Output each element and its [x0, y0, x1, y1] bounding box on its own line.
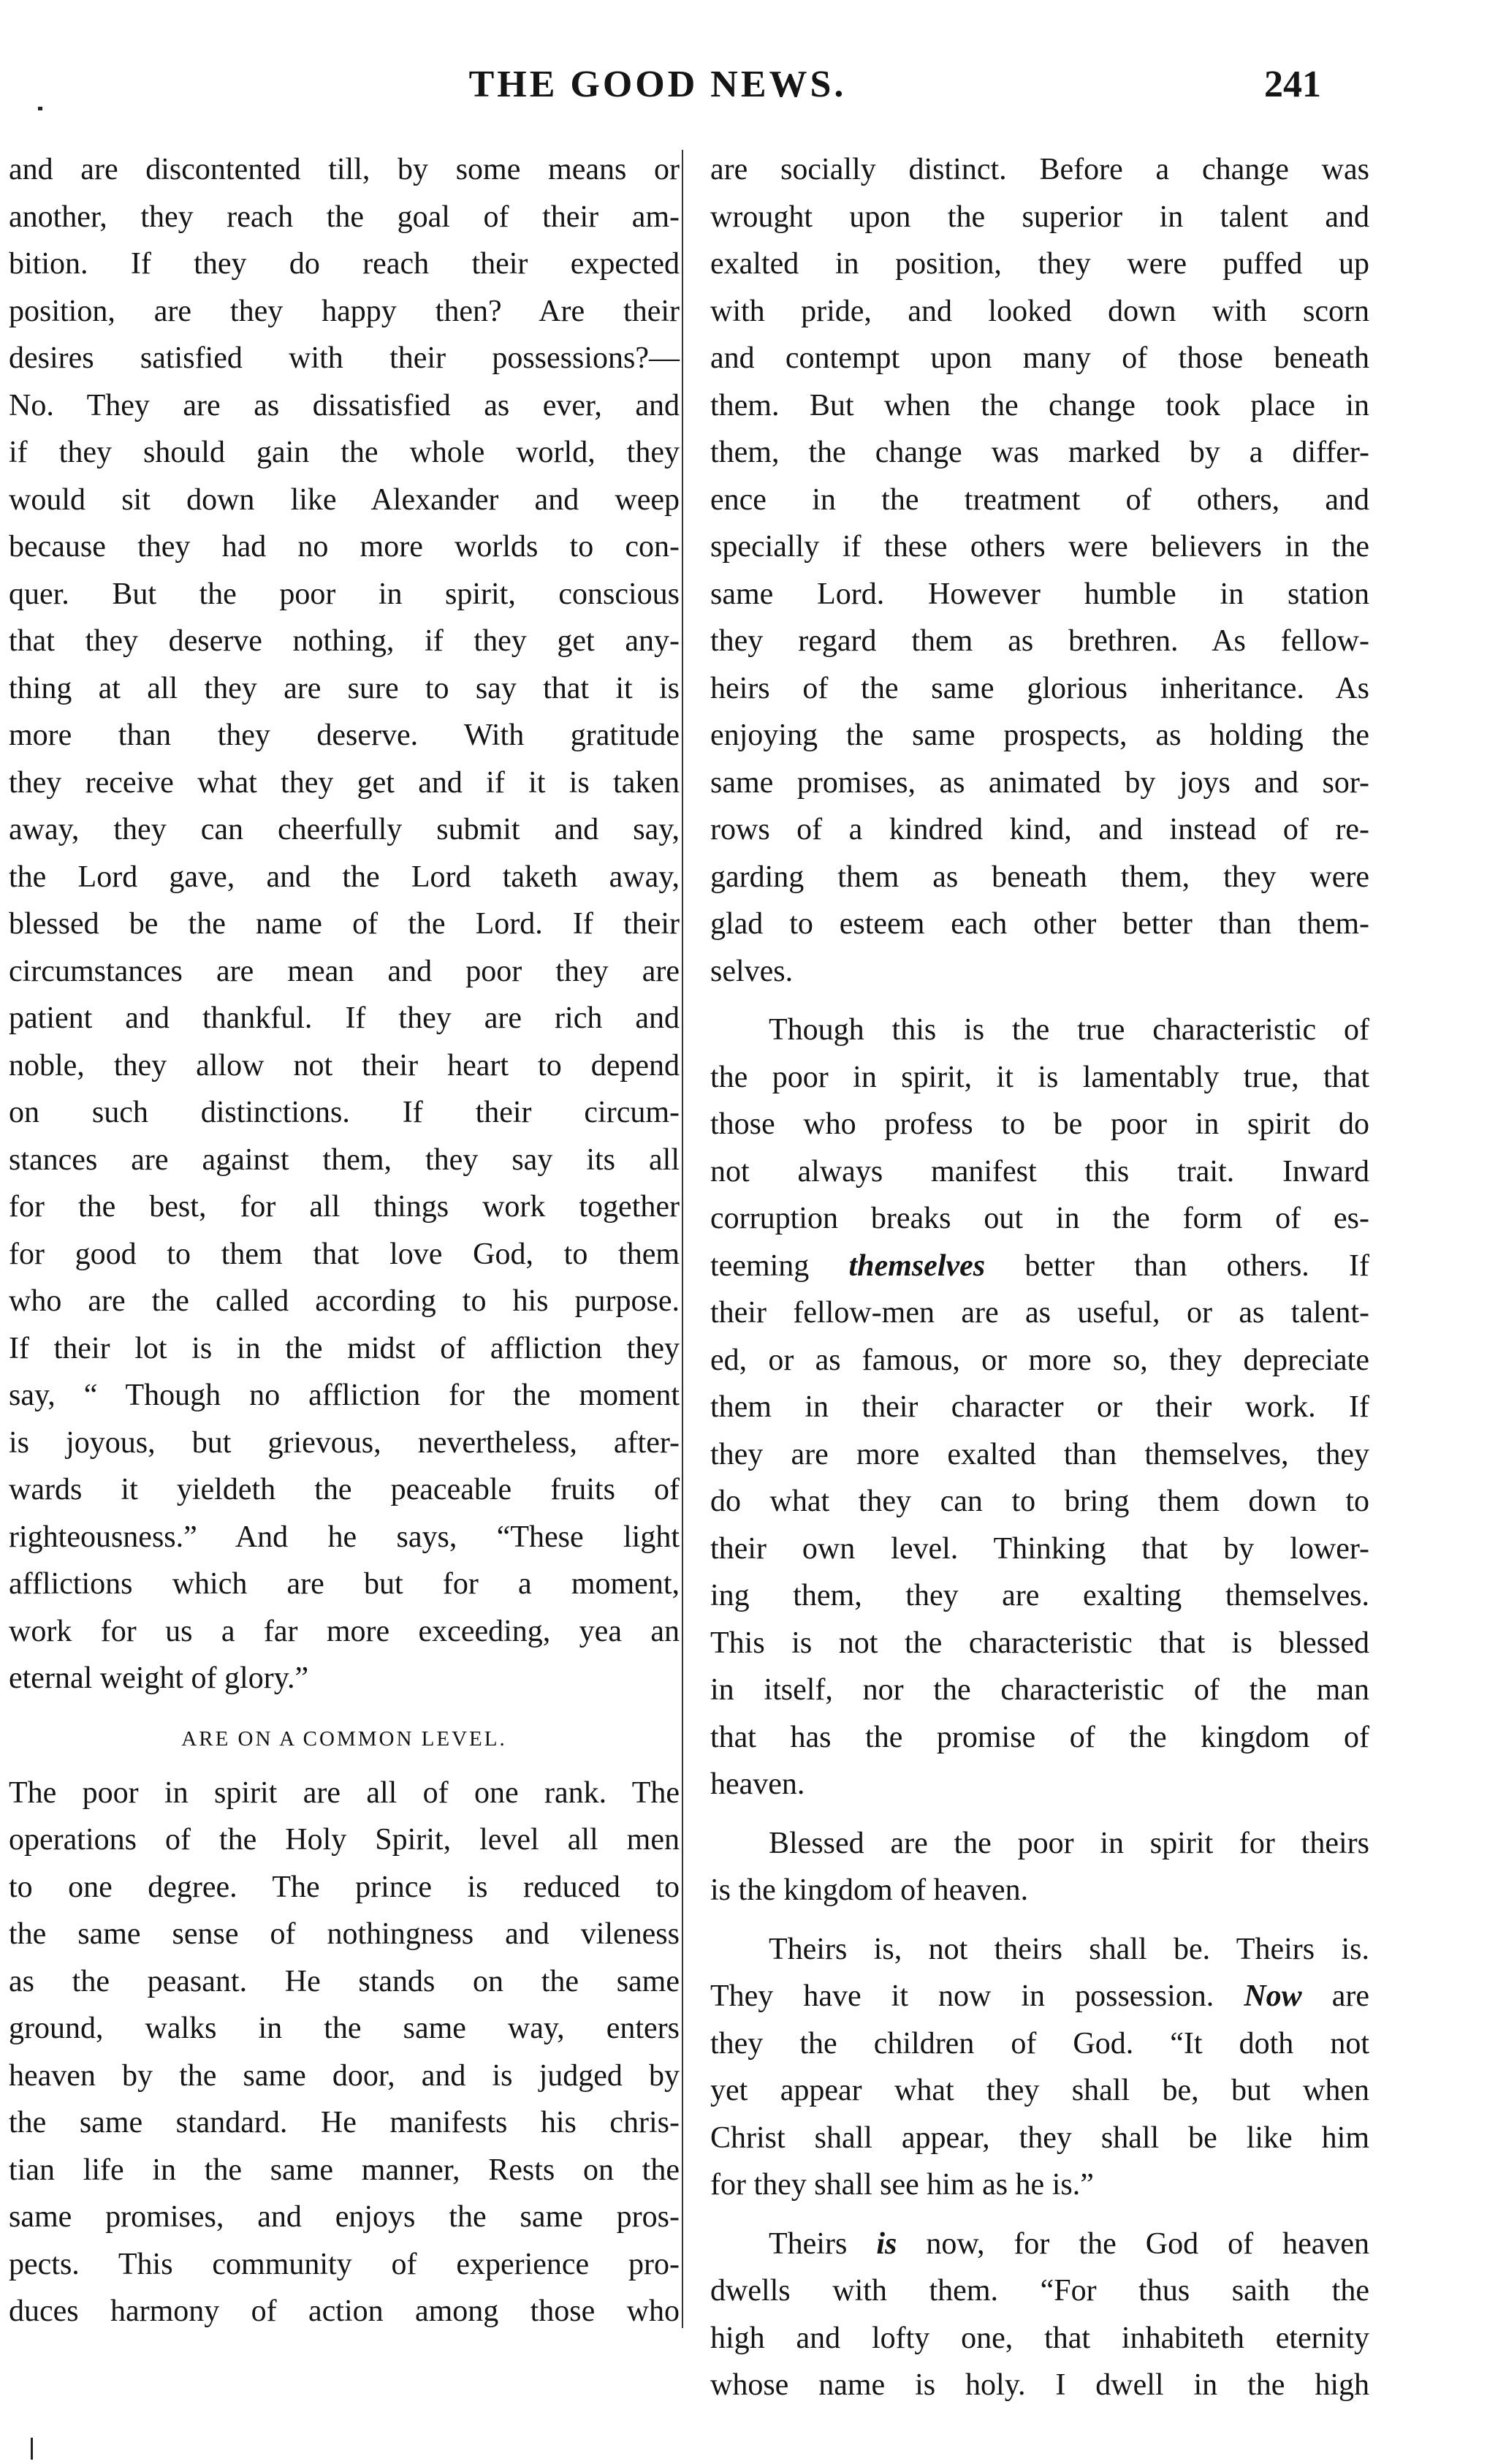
text-line: say, “ Though no affliction for the moment [9, 1379, 680, 1412]
text-line: them in their character or their work. If [710, 1390, 1369, 1424]
running-title: THE GOOD NEWS. [468, 64, 847, 105]
text-line: who are the called according to his purpose. [9, 1284, 680, 1318]
paragraph [710, 1007, 1369, 1808]
text-line: specially if these others were believers in the [710, 530, 1369, 564]
text-line: afflictions which are but for a moment, [9, 1567, 680, 1601]
text-line: wrought upon the superior in talent and [710, 200, 1369, 234]
text-line: as the peasant. He stands on the same [9, 1964, 680, 1998]
text-line: heaven. [710, 1767, 805, 1801]
text-line: yet appear what they shall be, but when [710, 2074, 1369, 2107]
text-line: eternal weight of glory.” [9, 1661, 309, 1695]
text-line: for they shall see him as he is.” [710, 2168, 1094, 2202]
text-line: This is not the characteristic that is blessed [710, 1626, 1369, 1660]
text-line: rows of a kindred kind, and instead of re- [710, 813, 1369, 846]
text-line: stances are against them, they say its all [9, 1142, 680, 1177]
page-header [0, 63, 1487, 114]
text-line: ed, or as famous, or more so, they depreciate [710, 1343, 1369, 1377]
text-line: them. But when the change took place in [710, 388, 1369, 422]
text-line: their own level. Thinking that by lower- [710, 1531, 1369, 1566]
text-line: Theirs is, not theirs shall be. Theirs is. [769, 1932, 1369, 1966]
text-line: they are more exalted than themselves, they [710, 1437, 1369, 1471]
text-line: patient and thankful. If they are rich and [9, 1001, 680, 1035]
page-number: 241 [1264, 64, 1321, 105]
text-line: circumstances are mean and poor they are [9, 954, 680, 988]
text-line: they regard them as brethren. As fellow- [710, 624, 1369, 658]
text-line: righteousness.” And he says, “These light [9, 1520, 680, 1554]
text-line: more than they deserve. With gratitude [9, 719, 680, 752]
text-line: is the kingdom of heaven. [710, 1873, 1029, 1907]
text-line: bition. If they do reach their expected [9, 247, 680, 281]
text-line: another, they reach the goal of their am- [9, 200, 680, 234]
text-line: Though this is the true characteristic of [769, 1013, 1369, 1047]
text-line: work for us a far more exceeding, yea an [9, 1614, 680, 1648]
text-line: in itself, nor the characteristic of the man [710, 1673, 1369, 1707]
text-line: heirs of the same glorious inheritance. As [710, 671, 1369, 705]
text-line: If their lot is in the midst of affliction they [9, 1331, 680, 1365]
text-line: whose name is holy. I dwell in the high [710, 2368, 1369, 2402]
text-line: heaven by the same door, and is judged by [9, 2058, 680, 2093]
right-column [710, 146, 1369, 2409]
text-line: and contempt upon many of those beneath [710, 341, 1369, 375]
text-line: duces harmony of action among those who [9, 2294, 680, 2328]
margin-mark [31, 2438, 33, 2460]
text-line: for the best, for all things work together [9, 1190, 680, 1224]
text-line: do what they can to bring them down to [710, 1485, 1369, 1518]
text-line: the Lord gave, and the Lord taketh away, [9, 860, 680, 894]
text-line: glad to esteem each other better than them- [710, 907, 1369, 941]
text-line: position, are they happy then? Are their [9, 294, 680, 328]
text-line: They have it now in possession. Now are [710, 1979, 1369, 2013]
text-line: thing at all they are sure to say that it is [9, 671, 680, 705]
paragraph [710, 1926, 1369, 2209]
section-heading: ARE ON A COMMON LEVEL. [181, 1726, 507, 1751]
text-line: the poor in spirit, it is lamentably true, that [710, 1060, 1369, 1094]
text-line: them, the change was marked by a differ- [710, 436, 1369, 469]
text-line: same promises, and enjoys the same pros- [9, 2200, 680, 2234]
text-line: teeming themselves better than others. If [710, 1248, 1369, 1283]
text-line: the same sense of nothingness and vileness [9, 1917, 680, 1951]
paragraph [9, 146, 680, 1702]
text-line: Blessed are the poor in spirit for theirs [769, 1826, 1369, 1860]
text-line: they receive what they get and if it is taken [9, 765, 680, 800]
text-line: same Lord. However humble in station [710, 577, 1369, 611]
paragraph [710, 2221, 1369, 2409]
text-line: wards it yieldeth the peaceable fruits of [9, 1473, 680, 1506]
emphasis: Now [1244, 1979, 1302, 2013]
text-line: are socially distinct. Before a change was [710, 153, 1369, 186]
text-line: selves. [710, 954, 794, 988]
column-divider [682, 150, 683, 2328]
text-line: is joyous, but grievous, nevertheless, after- [9, 1425, 680, 1460]
text-line: quer. But the poor in spirit, conscious [9, 577, 680, 611]
text-line: away, they can cheerfully submit and say, [9, 813, 680, 846]
emphasis: themselves [848, 1248, 986, 1283]
emphasis: is [876, 2226, 897, 2261]
text-line: desires satisfied with their possessions?— [9, 341, 680, 375]
text-line: Christ shall appear, they shall be like him [710, 2120, 1369, 2155]
left-column [9, 146, 680, 2335]
text-line: their fellow-men are as useful, or as talent- [710, 1296, 1369, 1330]
text-line: tian life in the same manner, Rests on the [9, 2153, 680, 2187]
text-line: that they deserve nothing, if they get any- [9, 624, 680, 658]
text-line: they the children of God. “It doth not [710, 2026, 1369, 2061]
text-line: The poor in spirit are all of one rank. The [9, 1775, 680, 1810]
text-line: to one degree. The prince is reduced to [9, 1870, 680, 1904]
margin-mark [38, 107, 42, 110]
text-line: dwells with them. “For thus saith the [710, 2274, 1369, 2308]
text-line: ground, walks in the same way, enters [9, 2012, 680, 2045]
text-line: would sit down like Alexander and weep [9, 482, 680, 517]
text-line: enjoying the same prospects, as holding the [710, 719, 1369, 752]
text-line: No. They are as dissatisfied as ever, and [9, 388, 680, 422]
text-line: exalted in position, they were puffed up [710, 247, 1369, 281]
text-line: Theirs is now, for the God of heaven [769, 2226, 1369, 2261]
paragraph [710, 1820, 1369, 1914]
paragraph [9, 1770, 680, 2335]
text-line: if they should gain the whole world, they [9, 436, 680, 469]
paragraph [710, 146, 1369, 995]
text-line: blessed be the name of the Lord. If their [9, 907, 680, 941]
text-line: ing them, they are exalting themselves. [710, 1579, 1369, 1612]
text-line: same promises, as animated by joys and sor- [710, 765, 1369, 800]
text-line: because they had no more worlds to con- [9, 530, 680, 564]
text-line: ence in the treatment of others, and [710, 482, 1369, 517]
text-line: not always manifest this trait. Inward [710, 1154, 1369, 1189]
text-line: on such distinctions. If their circum- [9, 1096, 680, 1129]
text-line: high and lofty one, that inhabiteth eternity [710, 2321, 1369, 2355]
text-line: and are discontented till, by some means or [9, 153, 680, 186]
text-line: garding them as beneath them, they were [710, 860, 1369, 894]
text-line: operations of the Holy Spirit, level all men [9, 1823, 680, 1857]
text-line: those who profess to be poor in spirit do [710, 1107, 1369, 1141]
text-line: corruption breaks out in the form of es- [710, 1202, 1369, 1235]
text-line: that has the promise of the kingdom of [710, 1720, 1369, 1754]
text-line: for good to them that love God, to them [9, 1237, 680, 1271]
text-line: pects. This community of experience pro- [9, 2247, 680, 2281]
text-line: noble, they allow not their heart to depend [9, 1048, 680, 1083]
text-line: the same standard. He manifests his chris- [9, 2106, 680, 2139]
text-line: with pride, and looked down with scorn [710, 294, 1369, 328]
